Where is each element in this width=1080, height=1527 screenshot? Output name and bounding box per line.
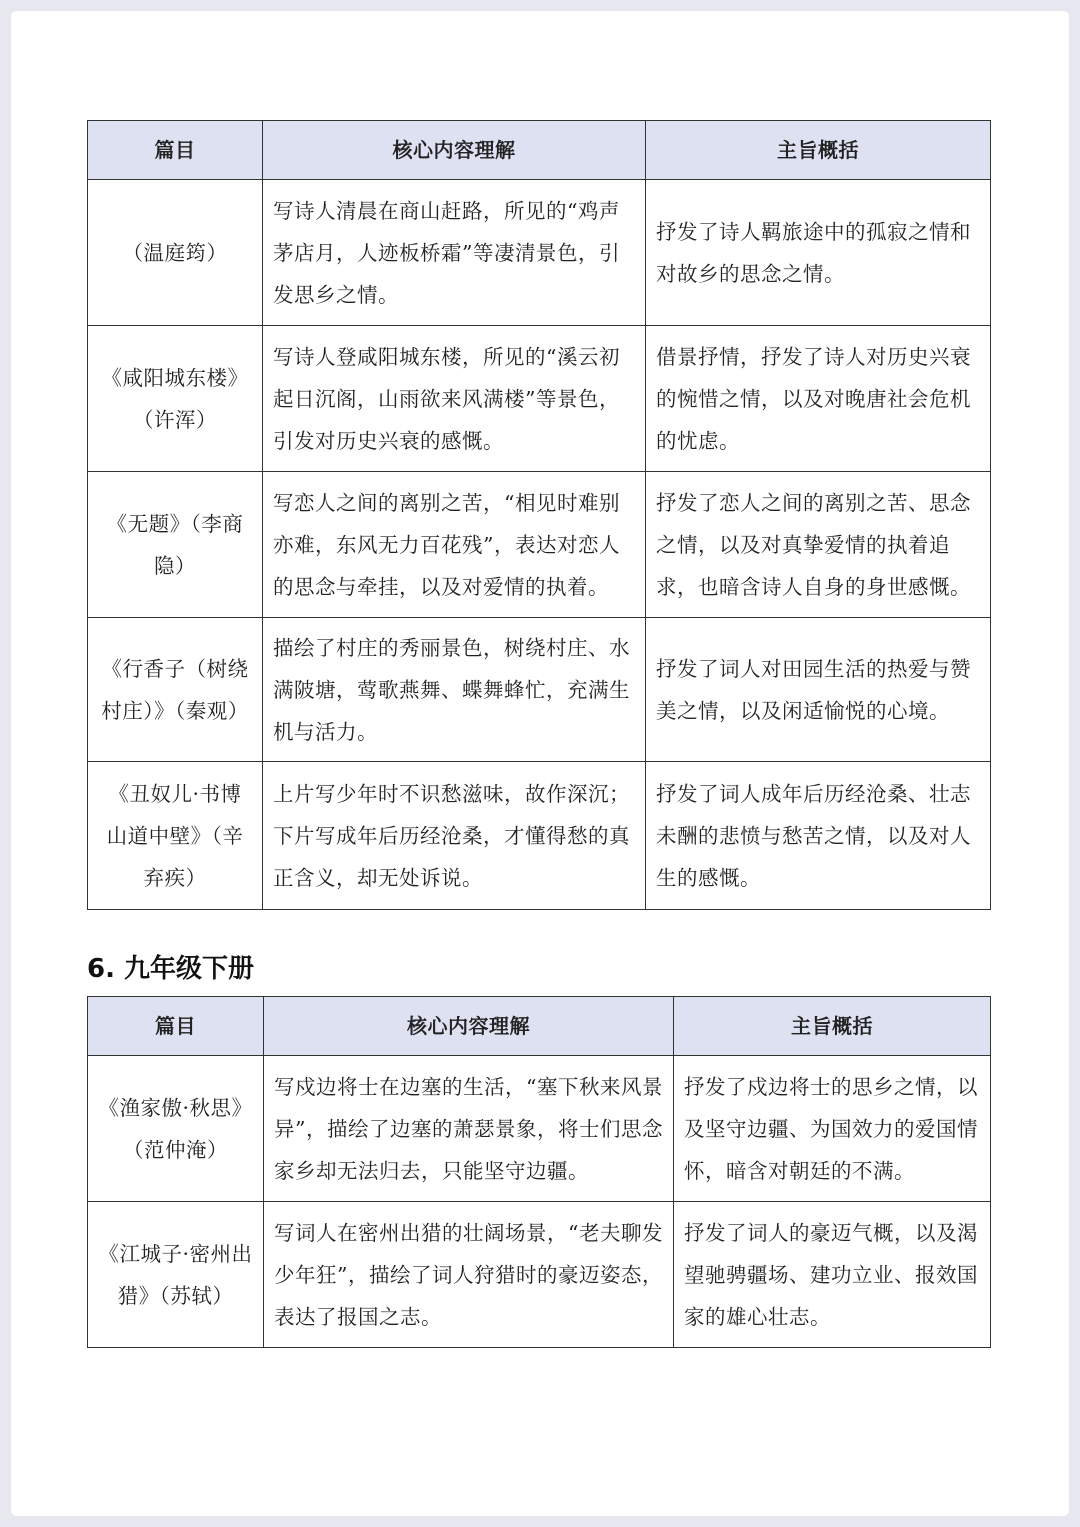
poem-content: 写诗人清晨在商山赶路，所见的“鸡声茅店月，人迹板桥霜”等凄清景色，引发思乡之情。 [263,180,646,326]
poem-title: 《丑奴儿·书博山道中壁》（辛弃疾） [88,762,263,910]
poem-theme: 抒发了诗人羁旅途中的孤寂之情和对故乡的思念之情。 [646,180,991,326]
poem-title: 《江城子·密州出猎》（苏轼） [88,1202,264,1348]
header-theme: 主旨概括 [646,121,991,180]
table-row [88,618,991,762]
poem-theme: 抒发了词人成年后历经沧桑、壮志未酬的悲愤与愁苦之情，以及对人生的感慨。 [646,762,991,910]
header-content: 核心内容理解 [263,121,646,180]
table-row [88,762,991,910]
poem-theme: 抒发了词人的豪迈气概，以及渴望驰骋疆场、建功立业、报效国家的雄心壮志。 [674,1202,991,1348]
poem-content: 写戍边将士在边塞的生活，“塞下秋来风景异”，描绘了边塞的萧瑟景象，将士们思念家乡却无法归去，只能坚守边疆。 [264,1056,674,1202]
header-content: 核心内容理解 [264,997,674,1056]
poem-title: 《咸阳城东楼》（许浑） [88,326,263,472]
poem-title: 《渔家傲·秋思》（范仲淹） [88,1056,264,1202]
poem-content: 描绘了村庄的秀丽景色，树绕村庄、水满陂塘，莺歌燕舞、蝶舞蜂忙，充满生机与活力。 [263,618,646,762]
table-row [88,180,991,326]
poem-content: 上片写少年时不识愁滋味，故作深沉；下片写成年后历经沧桑，才懂得愁的真正含义，却无处诉说。 [263,762,646,910]
table-row [88,1056,991,1202]
poem-title: 《无题》（李商隐） [88,472,263,618]
section-heading: 6. 九年级下册 [87,954,255,984]
table-row [88,1202,991,1348]
poem-theme: 借景抒情，抒发了诗人对历史兴衰的惋惜之情，以及对晚唐社会危机的忧虑。 [646,326,991,472]
poem-theme: 抒发了词人对田园生活的热爱与赞美之情，以及闲适愉悦的心境。 [646,618,991,762]
poem-content: 写诗人登咸阳城东楼，所见的“溪云初起日沉阁，山雨欲来风满楼”等景色，引发对历史兴衰的感慨。 [263,326,646,472]
table-row [88,472,991,618]
header-theme: 主旨概括 [674,997,991,1056]
poem-table-grade9-lower [87,996,991,1348]
table-header-row [88,121,991,180]
poem-table-grade9-upper [87,120,991,910]
table-row [88,326,991,472]
poem-theme: 抒发了恋人之间的离别之苦、思念之情，以及对真挚爱情的执着追求，也暗含诗人自身的身世感慨。 [646,472,991,618]
header-title: 篇目 [88,121,263,180]
poem-theme: 抒发了戍边将士的思乡之情，以及坚守边疆、为国效力的爱国情怀，暗含对朝廷的不满。 [674,1056,991,1202]
header-title: 篇目 [88,997,264,1056]
poem-content: 写词人在密州出猎的壮阔场景，“老夫聊发少年狂”，描绘了词人狩猎时的豪迈姿态，表达了报国之志。 [264,1202,674,1348]
poem-title: （温庭筠） [88,180,263,326]
table-header-row [88,997,991,1056]
poem-content: 写恋人之间的离别之苦，“相见时难别亦难，东风无力百花残”，表达对恋人的思念与牵挂，以及对爱情的执着。 [263,472,646,618]
poem-title: 《行香子（树绕村庄）》（秦观） [88,618,263,762]
